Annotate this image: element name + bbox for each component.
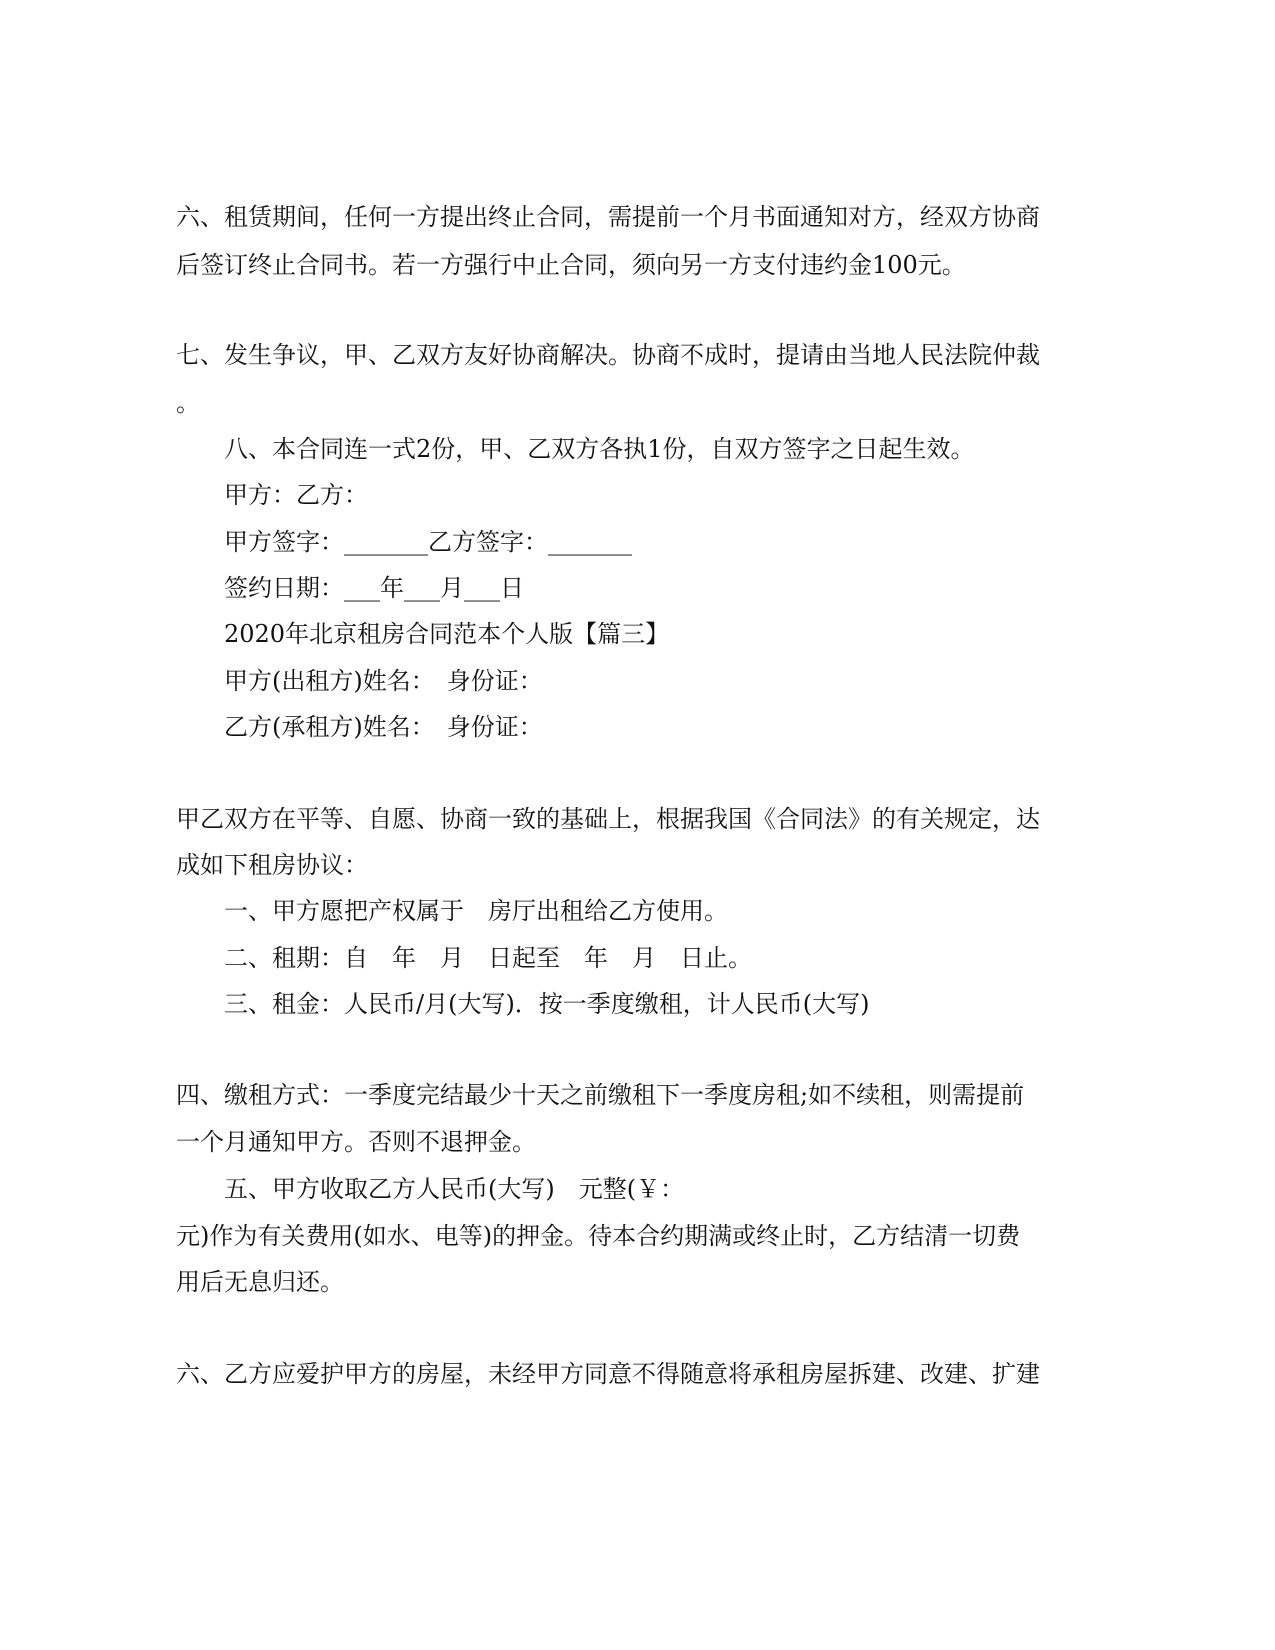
signature-line: 甲方签字：_______乙方签字：_______ [224, 528, 632, 556]
preamble-line-1: 甲乙双方在平等、自愿、协商一致的基础上，根据我国《合同法》的有关规定，达 [176, 805, 1040, 833]
clause-6-line-1: 六、租赁期间，任何一方提出终止合同，需提前一个月书面通知对方，经双方协商 [176, 203, 1040, 231]
article-4-line-1: 四、缴租方式：一季度完结最少十天之前缴租下一季度房租;如不续租，则需提前 [176, 1081, 1025, 1109]
article-4-line-2: 一个月通知甲方。否则不退押金。 [176, 1128, 536, 1156]
party-line: 甲方：乙方： [224, 481, 368, 509]
article-1: 一、甲方愿把产权属于 房厅出租给乙方使用。 [224, 897, 728, 925]
clause-6-line-2: 后签订终止合同书。若一方强行中止合同，须向另一方支付违约金100元。 [176, 251, 966, 279]
article-5-line-3: 用后无息归还。 [176, 1268, 344, 1296]
clause-7-line-2: 。 [176, 389, 200, 417]
section-title: 2020年北京租房合同范本个人版【篇三】 [224, 620, 670, 648]
article-6-line-1: 六、乙方应爱护甲方的房屋，未经甲方同意不得随意将承租房屋拆建、改建、扩建 [176, 1360, 1040, 1388]
article-5-line-2: 元)作为有关费用(如水、电等)的押金。待本合约期满或终止时，乙方结清一切费 [176, 1222, 1021, 1250]
lessee-line: 乙方(承租方)姓名： 身份证： [224, 713, 543, 741]
clause-7-line-1: 七、发生争议，甲、乙双方友好协商解决。协商不成时，提请由当地人民法院仲裁 [176, 341, 1040, 369]
article-3: 三、租金：人民币/月(大写)．按一季度缴租，计人民币(大写) [224, 990, 870, 1018]
clause-8: 八、本合同连一式2份，甲、乙双方各执1份，自双方签字之日起生效。 [224, 435, 975, 463]
preamble-line-2: 成如下租房协议： [176, 851, 368, 879]
article-2: 二、租期：自 年 月 日起至 年 月 日止。 [224, 944, 752, 972]
lessor-line: 甲方(出租方)姓名： 身份证： [224, 667, 543, 695]
sign-date-line: 签约日期：___年___月___日 [224, 574, 524, 602]
article-5-line-1: 五、甲方收取乙方人民币(大写) 元整(￥： [224, 1175, 685, 1203]
